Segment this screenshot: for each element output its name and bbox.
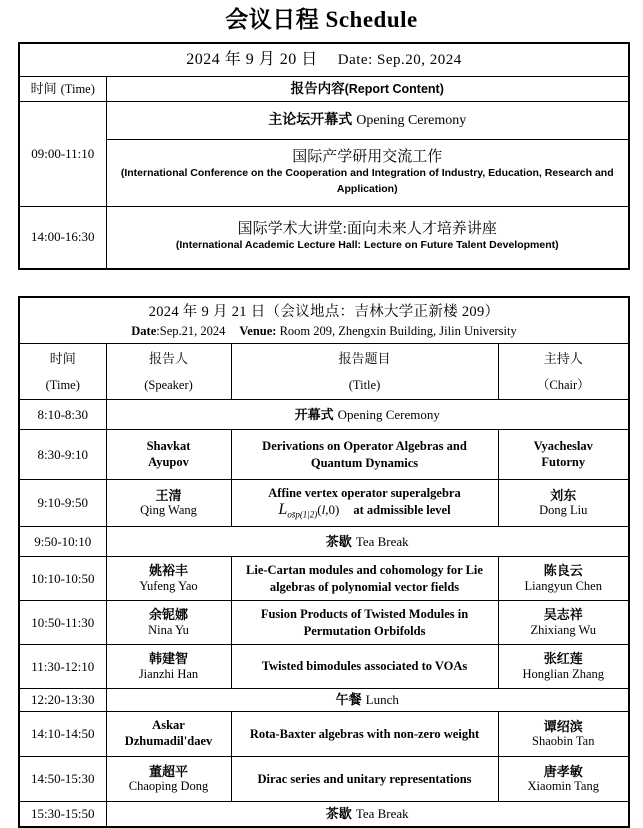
day2-venue-rest: Room 209, Zhengxin Building, Jilin University — [279, 323, 517, 338]
chair-cell — [498, 712, 629, 757]
chair-name-en: Shaobin Tan — [532, 734, 595, 749]
talk-title-line1: Affine vertex operator superalgebra — [268, 486, 461, 501]
day2-date-cell — [19, 297, 629, 343]
day2-date-rest: :Sep.21, 2024 — [156, 323, 226, 338]
talk-title-cell — [231, 480, 498, 527]
session-zh: 茶歇 — [325, 806, 352, 822]
time-cell: 15:30-15:50 — [19, 802, 106, 827]
talk-title-cell: Rota-Baxter algebras with non-zero weight — [231, 712, 498, 757]
day1-session2-cell — [106, 206, 629, 269]
chair-name-zh: 刘东 — [550, 487, 577, 503]
table-row-lunch — [19, 689, 629, 712]
chair-cell — [498, 480, 629, 527]
day2-title-header-zh: 报告题目 — [338, 350, 391, 366]
session-en: Opening Ceremony — [337, 406, 440, 422]
chair-name-zh: 陈良云 — [543, 563, 583, 579]
speaker-name-en: Yufeng Yao — [139, 578, 198, 593]
speaker-name-line2: Ayupov — [148, 454, 189, 469]
day1-content-header-zh: 报告内容 — [290, 80, 345, 96]
talk-title-formula — [236, 501, 494, 520]
day1-time-header — [19, 76, 106, 101]
day1-session2-row — [19, 206, 629, 269]
schedule-table-day2 — [18, 296, 630, 828]
time-cell: 9:10-9:50 — [19, 480, 106, 527]
formula-open: ( — [317, 502, 322, 518]
chair-name-en: Zhixiang Wu — [530, 622, 597, 637]
day1-session2-time: 14:00-16:30 — [19, 206, 106, 269]
chair-name-zh: 唐孝敏 — [543, 763, 583, 779]
day1-date-zh: 2024 年 9 月 20 日 — [186, 51, 318, 69]
page-title — [0, 0, 643, 34]
table-row-break — [19, 802, 629, 827]
speaker-name-en: Qing Wang — [140, 503, 197, 518]
formula-subscript: os̄p(1|2) — [287, 510, 318, 521]
day1-session2-zh: 国际学术大讲堂:面向未来人才培养讲座 — [237, 221, 497, 238]
day1-header-row — [19, 76, 629, 101]
day2-speaker-header-zh: 报告人 — [148, 350, 188, 366]
day1-time-header-zh: 时间 — [30, 80, 57, 96]
speaker-name-en: Nina Yu — [148, 622, 189, 637]
chair-name-line1: Vyacheslav — [533, 438, 593, 453]
session-cell — [106, 689, 629, 712]
day2-chair-header — [498, 343, 629, 400]
day1-date-en: Date: Sep.20, 2024 — [337, 52, 462, 69]
day2-date-venue-line — [24, 324, 624, 339]
speaker-cell — [106, 480, 231, 527]
day2-time-header — [19, 343, 106, 400]
time-cell: 10:50-11:30 — [19, 601, 106, 645]
day1-session1-time: 09:00-11:10 — [19, 101, 106, 206]
speaker-name-en: Jianzhi Han — [138, 666, 199, 681]
chair-name-zh: 张红莲 — [543, 651, 583, 667]
day2-time-header-zh: 时间 — [49, 350, 76, 366]
day1-session1b-row — [19, 139, 629, 206]
day1-date-row — [19, 43, 629, 76]
time-cell: 11:30-12:10 — [19, 645, 106, 689]
time-cell: 14:50-15:30 — [19, 757, 106, 802]
day2-title-header-en: (Title) — [348, 377, 381, 392]
day1-content-header-en: (Report Content) — [344, 81, 444, 96]
table-row-talk — [19, 430, 629, 480]
talk-title-cell: Dirac series and unitary representations — [231, 757, 498, 802]
page-title-en: Schedule — [325, 7, 418, 32]
talk-title-cell: Derivations on Operator Algebras and Quantum Dynamics — [231, 430, 498, 480]
speaker-name-zh: 王清 — [155, 487, 182, 503]
speaker-cell — [106, 430, 231, 480]
day2-date-row — [19, 297, 629, 343]
chair-name-zh: 谭绍滨 — [543, 718, 583, 734]
day1-session1b-cell — [106, 139, 629, 206]
day2-time-header-en: (Time) — [45, 377, 80, 392]
talk-title-cell: Twisted bimodules associated to VOAs — [231, 645, 498, 689]
session-cell — [106, 527, 629, 557]
table-row-talk — [19, 757, 629, 802]
day1-session1a-cell — [106, 101, 629, 139]
session-en: Tea Break — [355, 533, 409, 549]
speaker-cell — [106, 712, 231, 757]
schedule-table-day1 — [18, 42, 630, 270]
chair-cell — [498, 645, 629, 689]
day2-date-zh: 2024 年 9 月 21 日（会议地点：吉林大学正新楼 209） — [148, 303, 500, 320]
chair-name-line2: Futorny — [541, 454, 586, 469]
speaker-cell — [106, 601, 231, 645]
speaker-name-line1: Askar — [152, 718, 185, 733]
day1-content-header — [106, 76, 629, 101]
formula-base: L — [278, 501, 288, 519]
day1-time-header-en: (Time) — [60, 81, 95, 96]
speaker-name-zh: 董超平 — [148, 763, 188, 779]
day1-session2-en: (International Academic Lecture Hall: Lecture on Future Talent Development) — [175, 239, 559, 252]
time-cell: 10:10-10:50 — [19, 557, 106, 601]
table-row-talk — [19, 557, 629, 601]
day2-header-row — [19, 343, 629, 400]
time-cell: 8:10-8:30 — [19, 400, 106, 430]
day2-date-label: Date — [131, 323, 157, 338]
day1-session1a-row — [19, 101, 629, 139]
chair-cell — [498, 757, 629, 802]
session-zh: 开幕式 — [294, 406, 334, 422]
session-zh: 茶歇 — [325, 533, 352, 549]
day1-session1b-zh: 国际产学研用交流工作 — [292, 148, 443, 165]
chair-name-en: Liangyun Chen — [524, 578, 602, 593]
speaker-name-en: Chaoping Dong — [128, 779, 209, 794]
speaker-cell — [106, 645, 231, 689]
formula-close: ,0) — [325, 502, 340, 518]
chair-name-en: Xiaomin Tang — [527, 779, 599, 794]
day1-session1a-zh: 主论坛开幕式 — [268, 111, 353, 128]
time-cell: 12:20-13:30 — [19, 689, 106, 712]
speaker-cell — [106, 557, 231, 601]
chair-name-en: Dong Liu — [539, 503, 588, 518]
formula-tail: at admissible level — [353, 503, 451, 518]
table-row-talk — [19, 601, 629, 645]
speaker-name-zh: 余铌娜 — [148, 607, 188, 623]
chair-cell — [498, 430, 629, 480]
chair-name-zh: 吴志祥 — [543, 607, 583, 623]
table-row-break — [19, 527, 629, 557]
talk-title-cell: Fusion Products of Twisted Modules in Permutation Orbifolds — [231, 601, 498, 645]
day2-title-header — [231, 343, 498, 400]
session-zh: 午餐 — [335, 692, 362, 708]
speaker-name-line1: Shavkat — [146, 438, 191, 453]
session-cell — [106, 400, 629, 430]
table-row-talk — [19, 645, 629, 689]
table-row-opening — [19, 400, 629, 430]
day1-session1b-en: (International Conference on the Cooperation and Integration of Industry, Education, Research and Application) — [120, 166, 614, 195]
day2-speaker-header-en: (Speaker) — [144, 377, 193, 392]
talk-title-cell: Lie-Cartan modules and cohomology for Lie algebras of polynomial vector fields — [231, 557, 498, 601]
day2-speaker-header — [106, 343, 231, 400]
day2-chair-header-en: （Chair） — [536, 377, 590, 392]
day1-session1a-en: Opening Ceremony — [356, 113, 467, 129]
formula-variable: l — [321, 502, 326, 518]
time-cell: 9:50-10:10 — [19, 527, 106, 557]
table-row-talk — [19, 480, 629, 527]
speaker-name-zh: 韩建智 — [148, 651, 188, 667]
session-cell — [106, 802, 629, 827]
chair-name-en: Honglian Zhang — [522, 666, 605, 681]
chair-cell — [498, 601, 629, 645]
day1-date-cell — [19, 43, 629, 76]
page-title-zh: 会议日程 — [225, 6, 320, 32]
session-en: Lunch — [365, 692, 399, 708]
speaker-cell — [106, 757, 231, 802]
speaker-name-zh: 姚裕丰 — [148, 563, 188, 579]
chair-cell — [498, 557, 629, 601]
day2-venue-label: Venue: — [239, 323, 277, 338]
table-row-talk — [19, 712, 629, 757]
time-cell: 8:30-9:10 — [19, 430, 106, 480]
speaker-name-line2: Dzhumadil'daev — [124, 734, 213, 749]
session-en: Tea Break — [355, 806, 409, 822]
time-cell: 14:10-14:50 — [19, 712, 106, 757]
day2-chair-header-zh: 主持人 — [543, 350, 583, 366]
